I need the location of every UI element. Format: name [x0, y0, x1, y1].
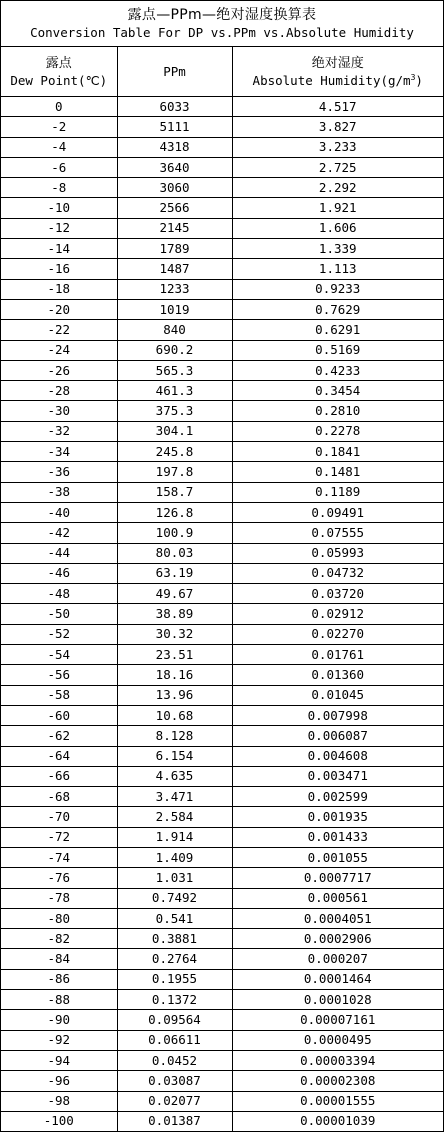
- dew-point-cell: -64: [1, 746, 117, 766]
- dew-point-cell: -84: [1, 949, 117, 969]
- table-row: [1, 847, 443, 867]
- absolute-humidity-cell: 0.001935: [232, 807, 443, 827]
- dew-point-cell: -24: [1, 340, 117, 360]
- absolute-humidity-cell: 0.001433: [232, 827, 443, 847]
- dew-point-cell: 0: [1, 97, 117, 117]
- ppm-cell: 1.409: [117, 847, 232, 867]
- table-row: [1, 726, 443, 746]
- header-humidity-en-prefix: Absolute Humidity(g/m: [252, 72, 411, 88]
- absolute-humidity-cell: 0.1841: [232, 442, 443, 462]
- table-row: [1, 584, 443, 604]
- table-row: [1, 665, 443, 685]
- dew-point-cell: -42: [1, 523, 117, 543]
- dew-point-cell: -10: [1, 198, 117, 218]
- ppm-cell: 565.3: [117, 360, 232, 380]
- absolute-humidity-cell: 0.00007161: [232, 1010, 443, 1030]
- absolute-humidity-cell: 0.01360: [232, 665, 443, 685]
- ppm-cell: 1019: [117, 299, 232, 319]
- absolute-humidity-cell: 0.0001028: [232, 990, 443, 1010]
- dew-point-cell: -66: [1, 766, 117, 786]
- ppm-cell: 3640: [117, 157, 232, 177]
- header-humidity-en-suffix: ): [415, 72, 423, 88]
- table-row: [1, 1050, 443, 1070]
- ppm-cell: 4318: [117, 137, 232, 157]
- dew-point-cell: -4: [1, 137, 117, 157]
- header-humidity-en: [233, 72, 444, 89]
- table-row: [1, 624, 443, 644]
- ppm-cell: 2.584: [117, 807, 232, 827]
- table-row: [1, 482, 443, 502]
- absolute-humidity-cell: 0.09491: [232, 502, 443, 522]
- ppm-cell: 245.8: [117, 442, 232, 462]
- table-row: [1, 1030, 443, 1050]
- absolute-humidity-cell: 0.0002906: [232, 929, 443, 949]
- dew-point-cell: -100: [1, 1111, 117, 1131]
- absolute-humidity-cell: 0.001055: [232, 847, 443, 867]
- absolute-humidity-cell: 0.00001039: [232, 1111, 443, 1131]
- dew-point-cell: -20: [1, 299, 117, 319]
- absolute-humidity-cell: 1.921: [232, 198, 443, 218]
- absolute-humidity-cell: 3.233: [232, 137, 443, 157]
- absolute-humidity-cell: 0.7629: [232, 299, 443, 319]
- dew-point-cell: -34: [1, 442, 117, 462]
- absolute-humidity-cell: 0.0001464: [232, 969, 443, 989]
- header-humidity-cn: 绝对湿度: [311, 55, 364, 71]
- ppm-cell: 840: [117, 320, 232, 340]
- absolute-humidity-cell: 0.07555: [232, 523, 443, 543]
- table-row: [1, 746, 443, 766]
- table-body: [1, 97, 443, 1132]
- dew-point-cell: -46: [1, 563, 117, 583]
- header-ppm: [117, 47, 232, 97]
- ppm-cell: 49.67: [117, 584, 232, 604]
- table-row: [1, 320, 443, 340]
- table-title-english: Conversion Table For DP vs.PPm vs.Absolute Humidity: [30, 24, 414, 40]
- ppm-cell: 38.89: [117, 604, 232, 624]
- dew-point-cell: -78: [1, 888, 117, 908]
- absolute-humidity-cell: 0.01045: [232, 685, 443, 705]
- table-row: [1, 442, 443, 462]
- table-row: [1, 705, 443, 725]
- ppm-cell: 0.7492: [117, 888, 232, 908]
- table-row: [1, 523, 443, 543]
- absolute-humidity-cell: 0.2810: [232, 401, 443, 421]
- absolute-humidity-cell: 0.9233: [232, 279, 443, 299]
- absolute-humidity-cell: 0.05993: [232, 543, 443, 563]
- table-row: [1, 807, 443, 827]
- absolute-humidity-cell: 0.6291: [232, 320, 443, 340]
- dew-point-cell: -96: [1, 1071, 117, 1091]
- table-row: [1, 645, 443, 665]
- dew-point-cell: -54: [1, 645, 117, 665]
- table-row: [1, 1091, 443, 1111]
- table-row: [1, 178, 443, 198]
- header-ppm-label: PPm: [163, 64, 186, 79]
- ppm-cell: 23.51: [117, 645, 232, 665]
- ppm-cell: 197.8: [117, 462, 232, 482]
- dew-point-cell: -70: [1, 807, 117, 827]
- absolute-humidity-cell: 0.4233: [232, 360, 443, 380]
- ppm-cell: 690.2: [117, 340, 232, 360]
- dew-point-cell: -86: [1, 969, 117, 989]
- dew-point-cell: -12: [1, 218, 117, 238]
- table-row: [1, 1010, 443, 1030]
- ppm-cell: 6033: [117, 97, 232, 117]
- absolute-humidity-cell: 0.1481: [232, 462, 443, 482]
- ppm-cell: 1.914: [117, 827, 232, 847]
- table-row: [1, 462, 443, 482]
- absolute-humidity-cell: 0.00002308: [232, 1071, 443, 1091]
- header-dew-point-en: Dew Point(℃): [10, 72, 108, 88]
- dew-point-cell: -90: [1, 1010, 117, 1030]
- ppm-cell: 0.541: [117, 908, 232, 928]
- dew-point-cell: -40: [1, 502, 117, 522]
- table-row: [1, 604, 443, 624]
- table-row: [1, 929, 443, 949]
- table-row: [1, 787, 443, 807]
- dew-point-cell: -72: [1, 827, 117, 847]
- absolute-humidity-cell: 0.1189: [232, 482, 443, 502]
- dew-point-cell: -92: [1, 1030, 117, 1050]
- table-row: [1, 1111, 443, 1131]
- header-dew-point: [1, 47, 117, 97]
- absolute-humidity-cell: 0.00003394: [232, 1050, 443, 1070]
- table-row: [1, 117, 443, 137]
- absolute-humidity-cell: 0.000207: [232, 949, 443, 969]
- table-row: [1, 239, 443, 259]
- absolute-humidity-cell: 0.02270: [232, 624, 443, 644]
- table-row: [1, 421, 443, 441]
- ppm-cell: 126.8: [117, 502, 232, 522]
- dew-point-cell: -74: [1, 847, 117, 867]
- absolute-humidity-cell: 0.2278: [232, 421, 443, 441]
- absolute-humidity-cell: 0.006087: [232, 726, 443, 746]
- absolute-humidity-cell: 0.02912: [232, 604, 443, 624]
- ppm-cell: 375.3: [117, 401, 232, 421]
- header-humidity-en-sup: 3: [410, 72, 416, 82]
- ppm-cell: 0.1372: [117, 990, 232, 1010]
- table-row: [1, 1071, 443, 1091]
- absolute-humidity-cell: 0.04732: [232, 563, 443, 583]
- ppm-cell: 1233: [117, 279, 232, 299]
- absolute-humidity-cell: 2.725: [232, 157, 443, 177]
- ppm-cell: 1789: [117, 239, 232, 259]
- table-row: [1, 766, 443, 786]
- ppm-cell: 461.3: [117, 381, 232, 401]
- ppm-cell: 13.96: [117, 685, 232, 705]
- absolute-humidity-cell: 0.3454: [232, 381, 443, 401]
- table-title-block: [1, 1, 443, 47]
- absolute-humidity-cell: 1.113: [232, 259, 443, 279]
- ppm-cell: 63.19: [117, 563, 232, 583]
- ppm-cell: 2145: [117, 218, 232, 238]
- table-row: [1, 868, 443, 888]
- dew-point-cell: -44: [1, 543, 117, 563]
- absolute-humidity-cell: 4.517: [232, 97, 443, 117]
- table-row: [1, 279, 443, 299]
- dew-point-cell: -52: [1, 624, 117, 644]
- ppm-cell: 80.03: [117, 543, 232, 563]
- ppm-cell: 0.2764: [117, 949, 232, 969]
- table-row: [1, 97, 443, 117]
- dew-point-cell: -94: [1, 1050, 117, 1070]
- dew-point-cell: -28: [1, 381, 117, 401]
- dew-point-cell: -80: [1, 908, 117, 928]
- header-dew-point-cn: 露点: [45, 55, 72, 71]
- ppm-cell: 1.031: [117, 868, 232, 888]
- absolute-humidity-cell: 0.000561: [232, 888, 443, 908]
- dew-point-cell: -60: [1, 705, 117, 725]
- table-row: [1, 340, 443, 360]
- table-row: [1, 259, 443, 279]
- absolute-humidity-cell: 0.5169: [232, 340, 443, 360]
- absolute-humidity-cell: 2.292: [232, 178, 443, 198]
- table-row: [1, 198, 443, 218]
- ppm-cell: 0.06611: [117, 1030, 232, 1050]
- ppm-cell: 0.3881: [117, 929, 232, 949]
- dew-point-cell: -16: [1, 259, 117, 279]
- dew-point-cell: -56: [1, 665, 117, 685]
- absolute-humidity-cell: 0.00001555: [232, 1091, 443, 1111]
- ppm-cell: 5111: [117, 117, 232, 137]
- header-row: [1, 47, 443, 97]
- table-row: [1, 381, 443, 401]
- dew-point-cell: -76: [1, 868, 117, 888]
- dew-point-cell: -48: [1, 584, 117, 604]
- dew-point-cell: -22: [1, 320, 117, 340]
- absolute-humidity-cell: 3.827: [232, 117, 443, 137]
- ppm-cell: 6.154: [117, 746, 232, 766]
- absolute-humidity-cell: 0.01761: [232, 645, 443, 665]
- ppm-cell: 0.02077: [117, 1091, 232, 1111]
- ppm-cell: 0.09564: [117, 1010, 232, 1030]
- table-row: [1, 401, 443, 421]
- dew-point-cell: -88: [1, 990, 117, 1010]
- dew-point-cell: -18: [1, 279, 117, 299]
- absolute-humidity-cell: 0.007998: [232, 705, 443, 725]
- ppm-cell: 0.1955: [117, 969, 232, 989]
- ppm-cell: 4.635: [117, 766, 232, 786]
- table-row: [1, 990, 443, 1010]
- dew-point-cell: -58: [1, 685, 117, 705]
- table-row: [1, 969, 443, 989]
- ppm-cell: 30.32: [117, 624, 232, 644]
- dew-point-cell: -50: [1, 604, 117, 624]
- ppm-cell: 2566: [117, 198, 232, 218]
- table-row: [1, 685, 443, 705]
- table-row: [1, 908, 443, 928]
- table-row: [1, 949, 443, 969]
- dew-point-cell: -26: [1, 360, 117, 380]
- ppm-cell: 100.9: [117, 523, 232, 543]
- ppm-cell: 1487: [117, 259, 232, 279]
- dew-point-cell: -2: [1, 117, 117, 137]
- ppm-cell: 0.03087: [117, 1071, 232, 1091]
- dew-point-cell: -38: [1, 482, 117, 502]
- table-row: [1, 360, 443, 380]
- dew-point-cell: -14: [1, 239, 117, 259]
- table-row: [1, 888, 443, 908]
- ppm-cell: 10.68: [117, 705, 232, 725]
- dew-point-cell: -30: [1, 401, 117, 421]
- dew-point-cell: -68: [1, 787, 117, 807]
- absolute-humidity-cell: 0.0000495: [232, 1030, 443, 1050]
- absolute-humidity-cell: 0.0004051: [232, 908, 443, 928]
- absolute-humidity-cell: 0.03720: [232, 584, 443, 604]
- ppm-cell: 0.0452: [117, 1050, 232, 1070]
- table-row: [1, 502, 443, 522]
- table-row: [1, 218, 443, 238]
- absolute-humidity-cell: 0.003471: [232, 766, 443, 786]
- ppm-cell: 304.1: [117, 421, 232, 441]
- conversion-table: [1, 47, 443, 1132]
- absolute-humidity-cell: 1.339: [232, 239, 443, 259]
- dew-point-cell: -32: [1, 421, 117, 441]
- table-title-chinese: 露点—PPm—绝对湿度换算表: [127, 6, 317, 23]
- table-row: [1, 563, 443, 583]
- dew-point-cell: -82: [1, 929, 117, 949]
- dew-point-cell: -8: [1, 178, 117, 198]
- dew-point-cell: -36: [1, 462, 117, 482]
- table-row: [1, 827, 443, 847]
- dew-point-cell: -98: [1, 1091, 117, 1111]
- table-row: [1, 137, 443, 157]
- ppm-cell: 0.01387: [117, 1111, 232, 1131]
- table-row: [1, 543, 443, 563]
- table-row: [1, 299, 443, 319]
- absolute-humidity-cell: 1.606: [232, 218, 443, 238]
- header-absolute-humidity: [232, 47, 443, 97]
- table-row: [1, 157, 443, 177]
- dew-point-cell: -62: [1, 726, 117, 746]
- dew-point-cell: -6: [1, 157, 117, 177]
- ppm-cell: 18.16: [117, 665, 232, 685]
- ppm-cell: 3.471: [117, 787, 232, 807]
- ppm-cell: 158.7: [117, 482, 232, 502]
- absolute-humidity-cell: 0.004608: [232, 746, 443, 766]
- absolute-humidity-cell: 0.0007717: [232, 868, 443, 888]
- absolute-humidity-cell: 0.002599: [232, 787, 443, 807]
- ppm-cell: 8.128: [117, 726, 232, 746]
- ppm-cell: 3060: [117, 178, 232, 198]
